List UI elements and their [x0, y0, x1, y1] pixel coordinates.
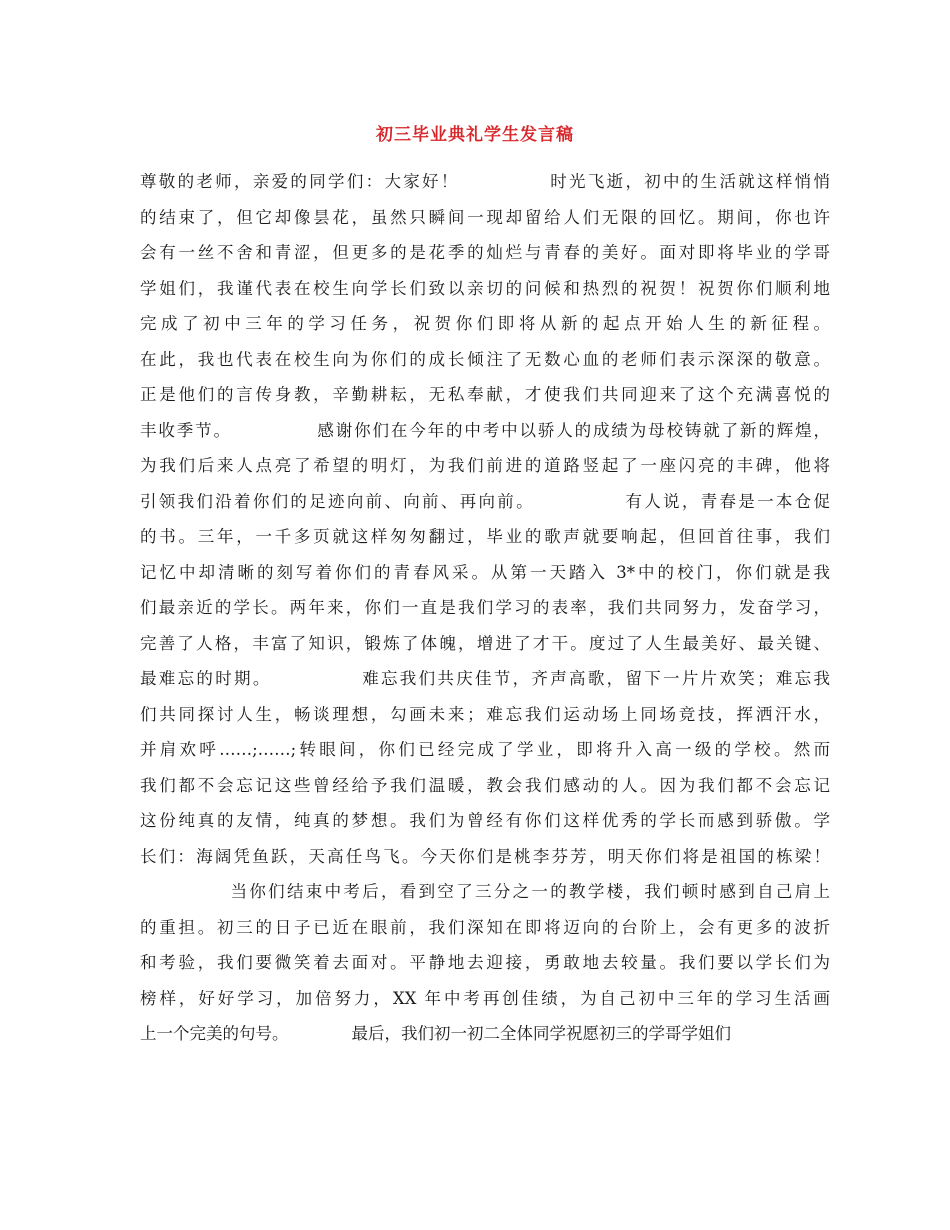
body-line: 为我们后来人点亮了希望的明灯，为我们前进的道路竖起了一座闪亮的丰碑，他将	[140, 456, 830, 475]
body-line: 并肩欢呼……;……;转眼间，你们已经完成了学业，即将升入高一级的学校。然而	[140, 740, 830, 759]
body-line: 这份纯真的友情，纯真的梦想。我们为曾经有你们这样优秀的学长而感到骄傲。学	[140, 811, 830, 830]
document-title: 初三毕业典礼学生发言稿	[376, 125, 574, 145]
body-line: 的结束了，但它却像昙花，虽然只瞬间一现却留给人们无限的回忆。期间，你也许	[140, 207, 830, 227]
body-line: 上一个完美的句号。 最后，我们初一初二全体同学祝愿初三的学哥学姐们	[140, 1024, 731, 1043]
body-line: 记忆中却清晰的刻写着你们的青春风采。从第一天踏入 3*中的校门，你们就是我	[140, 562, 830, 582]
document-body	[140, 164, 830, 1052]
body-line: 完善了人格，丰富了知识，锻炼了体魄，增进了才干。度过了人生最美好、最关键、	[140, 633, 830, 653]
body-line: 学姐们，我谨代表在校生向学长们致以亲切的问候和热烈的祝贺！祝贺你们顺利地	[140, 278, 830, 298]
body-line: 引领我们沿着你们的足迹向前、向前、再向前。 有人说，青春是一本仓促	[140, 491, 830, 511]
body-line: 的重担。初三的日子已近在眼前，我们深知在即将迈向的台阶上，会有更多的波折	[140, 917, 830, 937]
body-line: 尊敬的老师，亲爱的同学们：大家好！ 时光飞逝，初中的生活就这样悄悄	[140, 172, 830, 191]
body-line: 和考验，我们要微笑着去面对。平静地去迎接，勇敢地去较量。我们要以学长们为	[140, 953, 830, 972]
body-line: 我们都不会忘记这些曾经给予我们温暖，教会我们感动的人。因为我们都不会忘记	[140, 775, 830, 795]
body-line: 完成了初中三年的学习任务，祝贺你们即将从新的起点开始人生的新征程。	[140, 314, 830, 333]
body-line: 们共同探讨人生，畅谈理想，勾画未来；难忘我们运动场上同场竞技，挥洒汗水，	[140, 704, 830, 724]
body-line: 会有一丝不舍和青涩，但更多的是花季的灿烂与青春的美好。面对即将毕业的学哥	[140, 243, 830, 262]
body-line: 最难忘的时期。 难忘我们共庆佳节，齐声高歌，留下一片片欢笑；难忘我	[140, 669, 830, 688]
body-line: 当你们结束中考后，看到空了三分之一的教学楼，我们顿时感到自己肩上	[140, 882, 830, 901]
body-line: 正是他们的言传身教，辛勤耕耘，无私奉献，才使我们共同迎来了这个充满喜悦的	[140, 385, 830, 404]
body-line: 长们：海阔凭鱼跃，天高任鸟飞。今天你们是桃李芬芳，明天你们将是祖国的栋梁！	[140, 846, 830, 866]
body-line: 榜样，好好学习，加倍努力，XX 年中考再创佳绩，为自己初中三年的学习生活画	[140, 988, 830, 1008]
body-line: 的书。三年，一千多页就这样匆匆翻过，毕业的歌声就要响起，但回首往事，我们	[140, 527, 830, 546]
body-line: 丰收季节。 感谢你们在今年的中考中以骄人的成绩为母校铸就了新的辉煌，	[140, 420, 830, 440]
body-line: 在此，我也代表在校生向为你们的成长倾注了无数心血的老师们表示深深的敬意。	[140, 349, 830, 369]
body-line: 们最亲近的学长。两年来，你们一直是我们学习的表率，我们共同努力，发奋学习，	[140, 598, 830, 617]
